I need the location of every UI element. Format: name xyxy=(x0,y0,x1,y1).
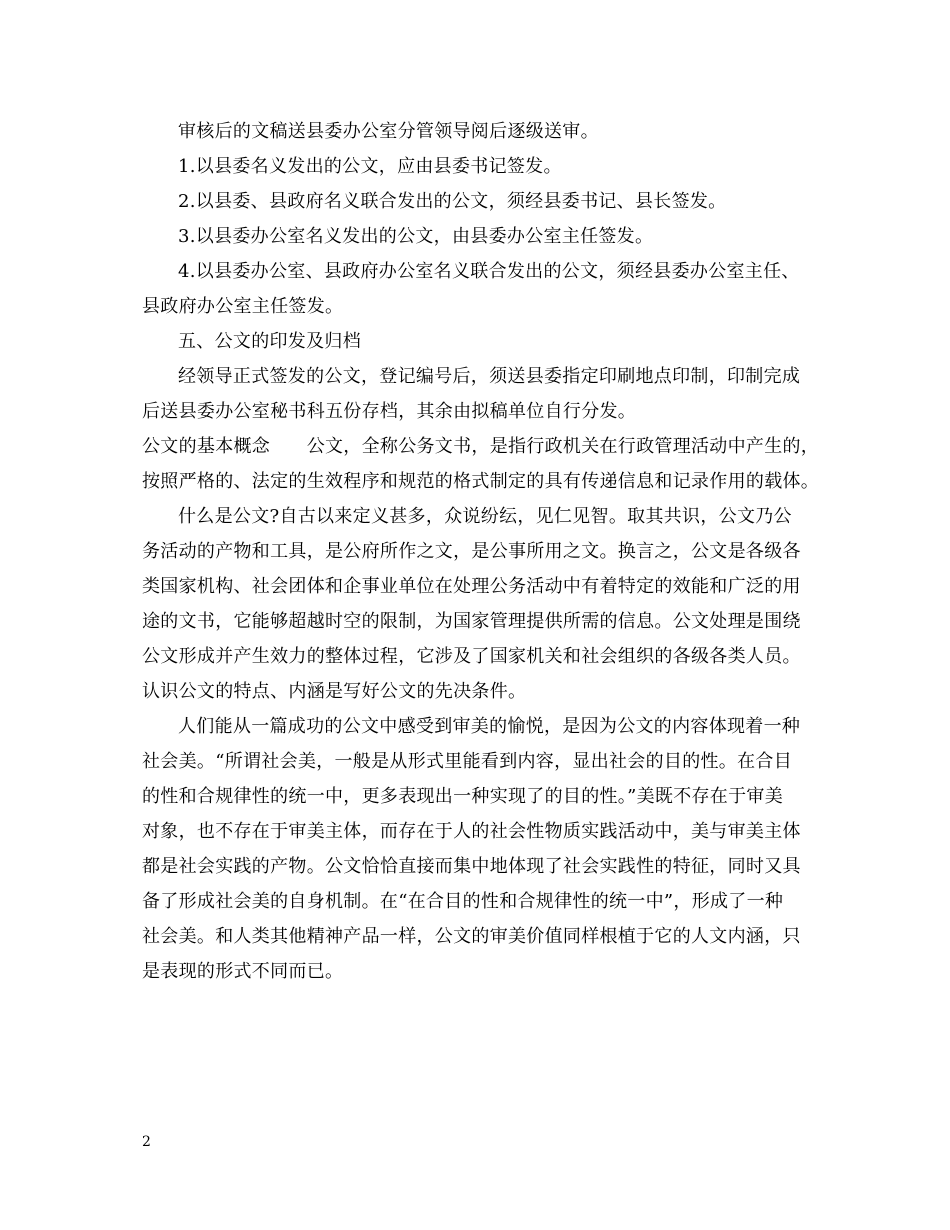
text-line: 是表现的形式不同而已。 xyxy=(142,961,344,982)
text-line: 对象，也不存在于审美主体，而存在于人的社会性物质实践活动中，美与审美主体 xyxy=(142,821,801,842)
text-line: 途的文书，它能够超越时空的限制，为国家管理提供所需的信息。公文处理是围绕 xyxy=(142,611,801,632)
text-line: 2.以县委、县政府名义联合发出的公文，须经县委书记、县长签发。 xyxy=(178,191,727,212)
text-line: 公文形成并产生效力的整体过程，它涉及了国家机关和社会组织的各级各类人员。 xyxy=(142,646,801,667)
text-line: 人们能从一篇成功的公文中感受到审美的愉悦，是因为公文的内容体现着一种 xyxy=(178,716,801,737)
text-line: 按照严格的、法定的生效程序和规范的格式制定的具有传递信息和记录作用的载体。 xyxy=(142,471,820,492)
body-text xyxy=(142,114,822,989)
text-line: 1.以县委名义发出的公文，应由县委书记签发。 xyxy=(178,156,562,177)
text-line: 类国家机构、社会团体和企事业单位在处理公务活动中有着特定的效能和广泛的用 xyxy=(142,576,801,597)
text-line: 都是社会实践的产物。公文恰恰直接而集中地体现了社会实践性的特征，同时又具 xyxy=(142,856,801,877)
text-line: 务活动的产物和工具，是公府所作之文，是公事所用之文。换言之，公文是各级各 xyxy=(142,541,801,562)
text-line: 经领导正式签发的公文，登记编号后，须送县委指定印刷地点印制，印制完成 xyxy=(178,366,801,387)
page-number: 2 xyxy=(142,1134,151,1150)
text-line: 社会美。“所谓社会美，一般是从形式里能看到内容，显出社会的目的性。在合目 xyxy=(142,751,792,772)
text-line: 县政府办公室主任签发。 xyxy=(142,296,344,317)
text-line: 审核后的文稿送县委办公室分管领导阅后逐级送审。 xyxy=(178,121,599,142)
text-line: 后送县委办公室秘书科五份存档，其余由拟稿单位自行分发。 xyxy=(142,401,637,422)
text-line: 五、公文的印发及归档 xyxy=(178,331,361,352)
text-line: 认识公文的特点、内涵是写好公文的先决条件。 xyxy=(142,681,527,702)
text-line: 的性和合规律性的统一中，更多表现出一种实现了的目的性。”美既不存在于审美 xyxy=(142,786,783,807)
text-line: 备了形成社会美的自身机制。在“在合目的性和合规律性的统一中”，形成了一种 xyxy=(142,891,784,912)
text-line: 4.以县委办公室、县政府办公室名义联合发出的公文，须经县委办公室主任、 xyxy=(178,261,800,282)
text-line: 什么是公文?自古以来定义甚多，众说纷纭，见仁见智。取其共识，公文乃公 xyxy=(178,506,792,527)
text-line: 公文的基本概念 公文，全称公务文书，是指行政机关在行政管理活动中产生的， xyxy=(142,436,820,457)
text-line: 3.以县委办公室名义发出的公文，由县委办公室主任签发。 xyxy=(178,226,654,247)
text-line: 社会美。和人类其他精神产品一样，公文的审美价值同样根植于它的人文内涵，只 xyxy=(142,926,801,947)
